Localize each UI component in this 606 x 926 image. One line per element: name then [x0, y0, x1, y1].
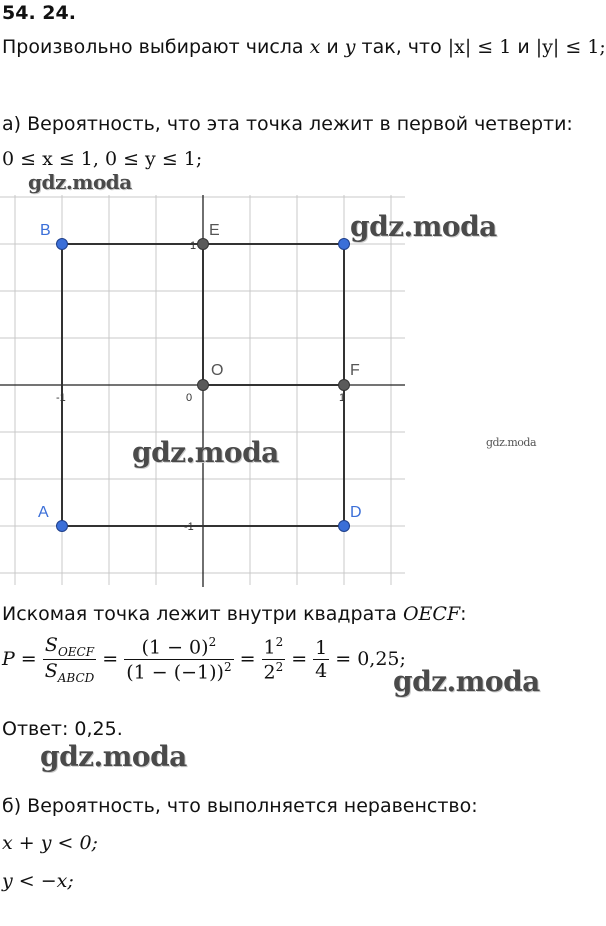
exp: 2 — [208, 635, 217, 650]
part-b-heading: б) Вероятность, что выполняется неравенство: — [2, 795, 478, 817]
point-a — [57, 521, 68, 532]
area-fraction — [43, 634, 97, 685]
two: 2 — [263, 661, 276, 684]
label-f: F — [350, 362, 360, 379]
part-a-heading: а) Вероятность, что эта точка лежит в первой четверти: — [2, 113, 573, 135]
colon: : — [460, 603, 467, 625]
one: 1 — [315, 636, 328, 659]
tick-y-1: 1 — [190, 240, 197, 252]
label-a: A — [38, 504, 49, 521]
label-b: B — [40, 222, 51, 239]
label-o: O — [211, 362, 224, 379]
intro-text: Произвольно выбирают числа — [2, 36, 310, 58]
inequality-1: x + y < 0; — [2, 832, 98, 854]
watermark: gdz.moda — [350, 210, 497, 243]
one: 1 — [263, 636, 276, 659]
inequality-2: y < −x; — [2, 870, 74, 892]
var-s: S — [44, 634, 58, 656]
task-number: 54. 24. — [2, 2, 76, 24]
simple-fraction — [313, 637, 329, 682]
exp: 2 — [223, 659, 232, 674]
result-value: = 0,25; — [335, 648, 406, 671]
exp: 2 — [275, 659, 284, 674]
power-fraction — [262, 635, 286, 683]
var-y: y — [344, 36, 356, 58]
result-sentence — [2, 603, 467, 625]
part-a-range: 0 ≤ x ≤ 1, 0 ≤ y ≤ 1; — [2, 148, 203, 170]
watermark: gdz.moda — [28, 170, 132, 194]
var-s: S — [44, 659, 58, 682]
square-name: OECF — [402, 603, 461, 625]
point-f — [339, 380, 350, 391]
point-d — [339, 521, 350, 532]
point-b — [57, 239, 68, 250]
condition-x: |x| ≤ 1 — [447, 36, 512, 58]
watermark: gdz.moda — [132, 436, 279, 469]
tick-y-neg1: -1 — [184, 521, 194, 533]
four: 4 — [315, 659, 328, 682]
sub-abcd: ABCD — [57, 670, 95, 685]
intro-line — [2, 36, 606, 58]
tick-zero: 0 — [186, 392, 193, 404]
numerator: (1 − 0) — [141, 636, 209, 659]
equals: = — [239, 648, 256, 671]
equals: = — [102, 648, 119, 671]
point-c — [339, 239, 350, 250]
label-e: E — [209, 222, 220, 239]
watermark: gdz.moda — [40, 740, 187, 773]
tick-x-1: 1 — [339, 392, 346, 404]
point-e — [198, 239, 209, 250]
condition-y: |y| ≤ 1; — [535, 36, 606, 58]
sentence-text: Искомая точка лежит внутри квадрата — [2, 603, 403, 625]
tick-x-neg1: -1 — [56, 392, 66, 404]
var-x: x — [309, 36, 321, 58]
conj: и — [511, 36, 536, 58]
equals: = — [20, 648, 37, 671]
label-d: D — [350, 504, 362, 521]
watermark: gdz.moda — [486, 436, 537, 449]
coordinate-graph — [0, 195, 410, 590]
square-oecf — [203, 244, 344, 385]
intro-text-mid: так, что — [355, 36, 448, 58]
point-o — [198, 380, 209, 391]
conj: и — [320, 36, 345, 58]
equals: = — [291, 648, 308, 671]
probability-formula — [2, 634, 406, 685]
side-fraction — [124, 635, 233, 683]
answer-a: Ответ: 0,25. — [2, 718, 123, 740]
denominator: (1 − (−1)) — [126, 661, 224, 684]
sub-oecf: OECF — [57, 644, 95, 659]
exp: 2 — [275, 635, 284, 650]
var-p: P — [2, 648, 15, 671]
watermark: gdz.moda — [393, 665, 540, 698]
